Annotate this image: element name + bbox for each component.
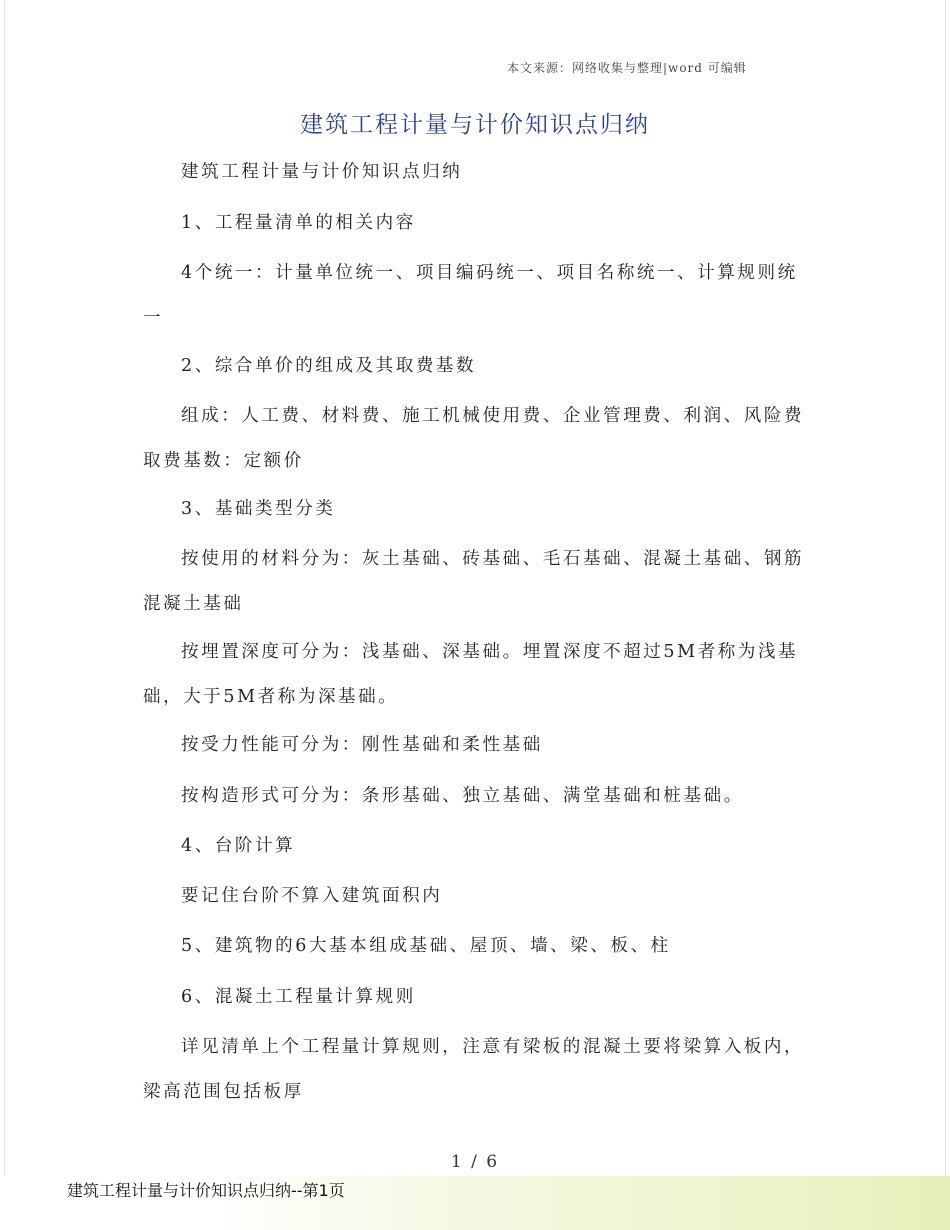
paragraph-by-depth: 按埋置深度可分为：浅基础、深基础。埋置深度不超过5M者称为浅基础，大于5M者称为深基础。 <box>143 642 799 707</box>
heading-section-1: 1、工程量清单的相关内容 <box>181 213 416 233</box>
page-number: 1 / 6 <box>450 1152 500 1172</box>
page-border-right <box>945 0 946 1180</box>
paragraph-by-force: 按受力性能可分为：刚性基础和柔性基础 <box>181 735 543 755</box>
heading-section-5: 5、建筑物的6大基本组成基础、屋顶、墙、梁、板、柱 <box>181 936 671 956</box>
footer-label: 建筑工程计量与计价知识点归纳--第1页 <box>67 1181 345 1200</box>
paragraph-four-unifications: 4个统一：计量单位统一、项目编码统一、项目名称统一、计算规则统一 <box>143 263 798 328</box>
heading-section-4: 4、台阶计算 <box>181 836 296 856</box>
heading-section-2: 2、综合单价的组成及其取费基数 <box>181 356 477 376</box>
document-title: 建筑工程计量与计价知识点归纳 <box>300 112 650 138</box>
heading-section-6: 6、混凝土工程量计算规则 <box>181 987 416 1007</box>
paragraph-by-structure: 按构造形式可分为：条形基础、独立基础、满堂基础和桩基础。 <box>181 786 744 806</box>
paragraph-by-material: 按使用的材料分为：灰土基础、砖基础、毛石基础、混凝土基础、钢筋混凝土基础 <box>143 549 805 614</box>
heading-section-3: 3、基础类型分类 <box>181 499 336 519</box>
paragraph-concrete-rule: 详见清单上个工程量计算规则，注意有梁板的混凝土要将梁算入板内，梁高范围包括板厚 <box>143 1037 805 1102</box>
paragraph-composition: 组成：人工费、材料费、施工机械使用费、企业管理费、利润、风险费取费基数：定额价 <box>143 406 805 471</box>
page-border-left <box>4 0 5 1180</box>
paragraph-steps-note: 要记住台阶不算入建筑面积内 <box>181 886 443 906</box>
source-note: 本文来源：网络收集与整理|word 可编辑 <box>507 61 747 75</box>
paragraph-subtitle: 建筑工程计量与计价知识点归纳 <box>181 162 463 182</box>
